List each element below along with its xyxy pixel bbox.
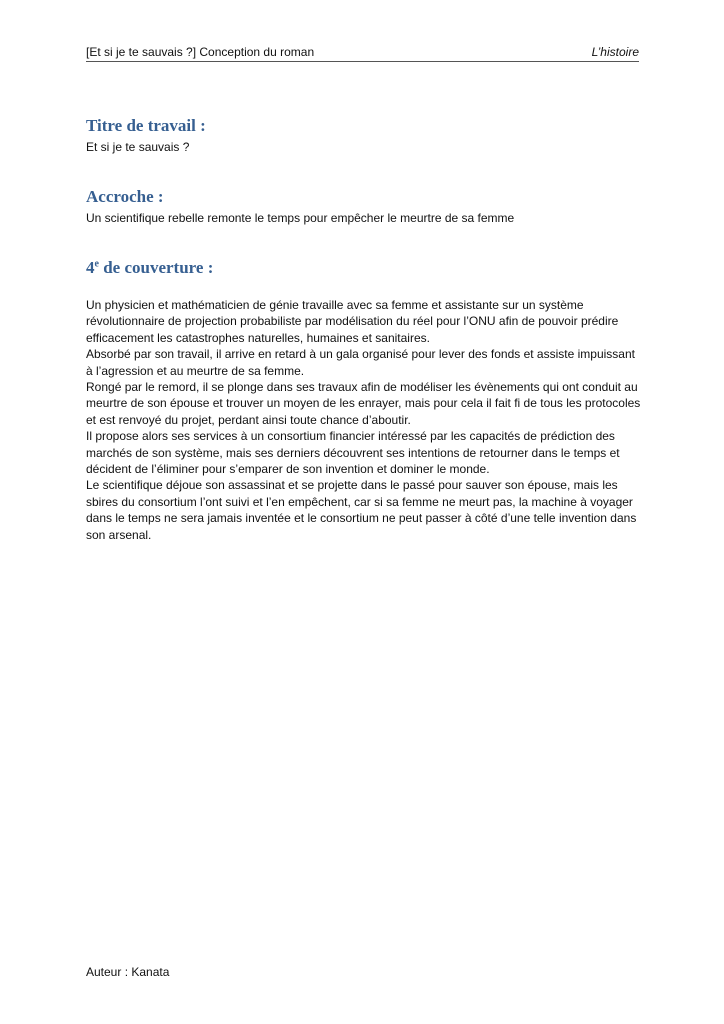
summary-paragraph: Le scientifique déjoue son assassinat et se projette dans le passé pour sauver son épouse, mais les sbires du consortium l’ont suivi et l’en empêchent, car si sa femme ne meurt pas, la machine à voyager dans le temps ne sera jamais inventée et le consortium ne peut passer à côté d’une telle invention dans son arsenal. xyxy=(86,478,637,542)
header-section-title: L’histoire xyxy=(591,45,639,59)
back-cover-summary xyxy=(86,297,641,543)
header-document-title: [Et si je te sauvais ?] Conception du roman xyxy=(86,45,315,59)
summary-paragraph: Il propose alors ses services à un consortium financier intéressé par les capacités de prédiction des marchés de son système, mais ses derniers découvrent ses intentions de retourner dans le temps et décident de l’éliminer pour s’emparer de son invention et dominer le monde. xyxy=(86,429,620,477)
hook-heading: Accroche : xyxy=(86,187,164,206)
back-cover-heading xyxy=(86,258,213,278)
back-cover-heading-rest: de couverture : xyxy=(98,258,214,277)
summary-paragraph: Un physicien et mathématicien de génie travaille avec sa femme et assistante sur un système révolutionnaire de projection probabiliste par modélisation du réel pour l’ONU afin de pouvoir prédire efficacement les catastrophes naturelles, humaines et sanitaires. xyxy=(86,298,619,345)
page-header xyxy=(86,43,639,62)
working-title-heading: Titre de travail : xyxy=(86,116,206,135)
page-footer-author: Auteur : Kanata xyxy=(86,965,170,979)
working-title-text: Et si je te sauvais ? xyxy=(86,140,190,154)
back-cover-heading-superscript: e xyxy=(94,258,99,270)
back-cover-heading-number: 4 xyxy=(86,258,95,277)
summary-paragraph: Rongé par le remord, il se plonge dans ses travaux afin de modéliser les évènements qui ont conduit au meurtre de son épouse et trouver un moyen de les enrayer, mais pour cela il fait fi de tous les protocoles et est renvoyé du projet, perdant ainsi toute chance d’aboutir. xyxy=(86,380,641,427)
hook-text: Un scientifique rebelle remonte le temps pour empêcher le meurtre de sa femme xyxy=(86,211,515,225)
summary-paragraph: Absorbé par son travail, il arrive en retard à un gala organisé pour lever des fonds et assiste impuissant à l’agression et au meurtre de sa femme. xyxy=(86,347,635,378)
